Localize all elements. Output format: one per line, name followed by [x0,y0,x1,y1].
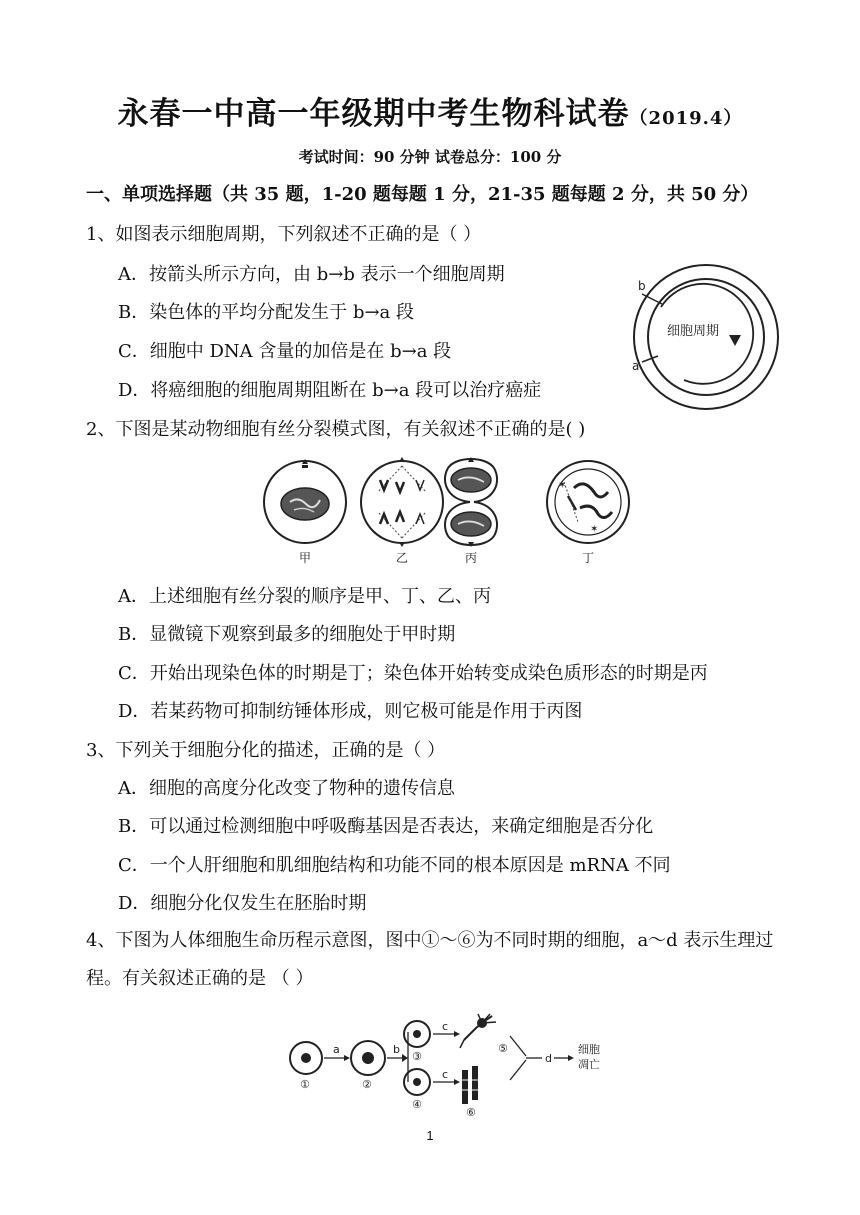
cell-jia [264,459,346,543]
cell-number-2: ② [362,1078,372,1091]
question-3-stem: 3、下列关于细胞分化的描述，正确的是（ ） [86,740,446,761]
arrow-label-d: d [545,1052,552,1065]
question-1-stem: 1、如图表示细胞周期，下列叙述不正确的是（ ） [86,224,482,245]
mitosis-diagram [258,452,638,570]
exam-info: 考试时间：90 分钟 试卷总分：100 分 [298,148,562,166]
point-a-line [642,356,658,362]
question-1-option-d: D．将癌细胞的细胞周期阻断在 b→a 段可以治疗癌症 [118,380,542,401]
cell-5-neuron [460,1014,496,1048]
cell-yi [361,457,443,547]
question-2-option-a: A．上述细胞有丝分裂的顺序是甲、丁、乙、丙 [118,586,491,607]
svg-text:✶: ✶ [590,524,599,535]
arrow-label-c-top: c [442,1020,449,1033]
cell-6-muscle [462,1066,478,1104]
question-3-option-d: D．细胞分化仅发生在胚胎时期 [118,893,367,914]
question-1-option-c: C．细胞中 DNA 含量的加倍是在 b→a 段 [118,341,452,362]
cell-label-yi: 乙 [396,551,409,565]
cell-ding [547,461,629,543]
question-3-option-c: C．一个人肝细胞和肌细胞结构和功能不同的根本原因是 mRNA 不同 [118,855,671,876]
question-4-stem: 4、下图为人体细胞生命历程示意图，图中①～⑥为不同时期的细胞，a～d 表示生理过程。有关叙述正确的是 （ ） [86,930,774,989]
question-2-option-c: C．开始出现染色体的时期是丁；染色体开始转变成染色质形态的时期是丙 [118,663,708,684]
cell-label-ding: 丁 [582,551,595,565]
cell-number-5: ⑤ [498,1042,508,1055]
cell-number-4: ④ [412,1098,422,1111]
point-b-label: b [638,279,646,293]
question-2-option-b: B．显微镜下观察到最多的细胞处于甲时期 [118,624,456,645]
question-1-option-b: B．染色体的平均分配发生于 b→a 段 [118,302,415,323]
question-3-option-b: B．可以通过检测细胞中呼吸酶基因是否表达，来确定细胞是否分化 [118,816,654,837]
cell-label-jia: 甲 [299,551,312,565]
cell-bing [445,457,497,547]
cell-number-1: ① [300,1078,310,1091]
cycle-center-label: 细胞周期 [667,324,720,339]
cycle-arrowhead [729,335,741,346]
cell-number-3: ③ [412,1050,422,1063]
page-number: 1 [426,1128,434,1143]
title-date: （2019.4） [629,108,743,129]
title-text: 永春一中高一年级期中考生物科试卷 [117,96,630,132]
apoptosis-label-line2: 凋亡 [578,1058,600,1071]
cell-2 [351,1041,385,1075]
point-a-label: a [632,359,640,373]
svg-text:✶: ✶ [558,480,567,491]
question-1-option-a: A．按箭头所示方向，由 b→b 表示一个细胞周期 [118,264,505,285]
apoptosis-label-line1: 细胞 [578,1043,600,1056]
page-title [0,88,860,133]
question-2-stem: 2、下图是某动物细胞有丝分裂模式图，有关叙述不正确的是( ) [86,419,586,440]
cell-number-6: ⑥ [466,1106,476,1118]
arrow-label-a: a [333,1043,340,1056]
question-3-option-a: A．细胞的高度分化改变了物种的遗传信息 [118,778,455,799]
arrow-label-c-bottom: c [442,1068,449,1081]
cell-life-history-diagram [286,1008,626,1118]
arrow-label-b: b [393,1043,400,1056]
cell-cycle-diagram [624,262,794,412]
section-heading: 一、单项选择题（共 35 题，1-20 题每题 1 分，21-35 题每题 2 分，共 50 分） [86,184,759,205]
question-2-option-d: D．若某药物可抑制纺锤体形成，则它极可能是作用于丙图 [118,701,583,722]
cell-1 [290,1042,322,1074]
cell-label-bing: 丙 [465,551,478,565]
